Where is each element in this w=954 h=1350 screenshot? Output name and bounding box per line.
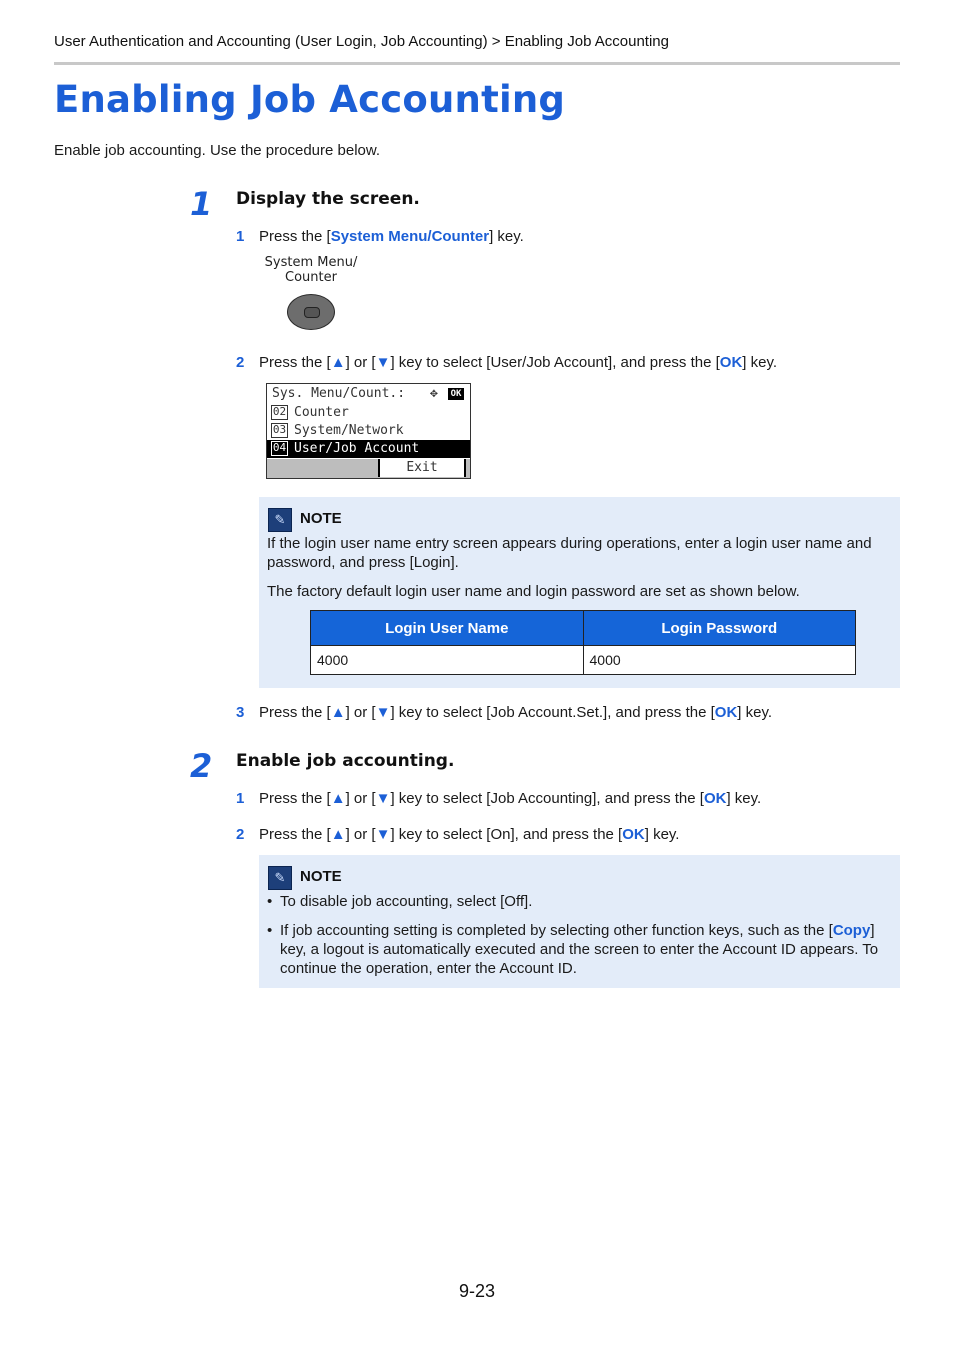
lcd-softkey-bar [267, 459, 470, 478]
note-paragraph-1: If the login user name entry screen appears during operations, enter a login user name and password, and press [Login]. [267, 535, 872, 571]
step-2-number: 2 [190, 747, 213, 785]
substep-1-3-number: 3 [236, 704, 245, 721]
header-divider [54, 62, 900, 65]
table-header-login-user-name: Login User Name [311, 611, 584, 646]
ok-key-label: OK [719, 354, 743, 371]
lcd-menu-item-system-network: 03 System/Network [272, 423, 404, 438]
system-menu-counter-key-label: System Menu/Counter [330, 228, 490, 245]
up-arrow-icon: ▲ [330, 826, 346, 843]
table-row [311, 646, 856, 675]
lcd-title: Sys. Menu/Count.: [272, 386, 406, 401]
substep-1-2-text: Press the [▲] or [▼] key to select [User/Job Account], and press the [OK] key. [259, 354, 778, 371]
note-bullet-2: If job accounting setting is completed by selecting other function keys, such as the [Copy] key, a logout is automatically executed and the screen to enter the Account ID appears. To continue the operation, enter the Account ID. [280, 922, 879, 977]
system-menu-counter-key-icon [287, 294, 335, 330]
table-cell-user-name: 4000 [311, 646, 584, 675]
navigation-cross-icon: ✥ [430, 386, 438, 401]
substep-1-2-number: 2 [236, 354, 245, 371]
ok-key-label: OK [703, 790, 727, 807]
step-2-title: Enable job accounting. [236, 751, 455, 771]
up-arrow-icon: ▲ [330, 790, 346, 807]
substep-2-2-number: 2 [236, 826, 245, 843]
note-bullet-marker: • [267, 893, 273, 910]
page-title: Enabling Job Accounting [54, 78, 566, 121]
copy-key-label: Copy [832, 922, 871, 939]
breadcrumb: User Authentication and Accounting (User Login, Job Accounting) > Enabling Job Accounting [54, 33, 669, 50]
ok-key-label: OK [714, 704, 738, 721]
system-menu-key-caption: System Menu/ Counter [264, 255, 358, 285]
lcd-menu-item-counter: 02 Counter [272, 405, 349, 420]
table-header-login-password: Login Password [583, 611, 856, 646]
substep-2-2-text: Press the [▲] or [▼] key to select [On], and press the [OK] key. [259, 826, 680, 843]
page-number: 9-23 [458, 1281, 496, 1301]
step-1-number: 1 [190, 185, 213, 223]
ok-badge-icon: OK [448, 388, 464, 400]
note-paragraph-2: The factory default login user name and login password are set as shown below. [267, 583, 800, 600]
step-1-title: Display the screen. [236, 189, 420, 209]
note-box-disable [259, 855, 900, 988]
note-box-login [259, 497, 900, 688]
lcd-menu-item-user-job-account: 04 User/Job Account [267, 440, 470, 458]
down-arrow-icon: ▼ [375, 704, 391, 721]
up-arrow-icon: ▲ [330, 704, 346, 721]
lcd-screen [266, 383, 471, 479]
table-cell-password: 4000 [583, 646, 856, 675]
down-arrow-icon: ▼ [375, 790, 391, 807]
table-header-row [311, 611, 856, 646]
note-title: NOTE [300, 510, 342, 527]
note-icon: ✎ [268, 866, 292, 890]
note-icon: ✎ [268, 508, 292, 532]
note-title: NOTE [300, 868, 342, 885]
down-arrow-icon: ▼ [375, 354, 391, 371]
note-bullet-marker: • [267, 922, 273, 939]
down-arrow-icon: ▼ [375, 826, 391, 843]
login-defaults-table [310, 610, 856, 675]
substep-2-1-number: 1 [236, 790, 245, 807]
up-arrow-icon: ▲ [330, 354, 346, 371]
substep-1-1-text: Press the [System Menu/Counter] key. [259, 228, 524, 245]
substep-2-1-text: Press the [▲] or [▼] key to select [Job Accounting], and press the [OK] key. [259, 790, 762, 807]
substep-1-1-number: 1 [236, 228, 245, 245]
note-bullet-1: To disable job accounting, select [Off]. [280, 893, 533, 910]
lcd-exit-softkey: Exit [378, 459, 466, 477]
intro-text: Enable job accounting. Use the procedure below. [54, 142, 381, 159]
lcd-title-row [267, 385, 475, 403]
ok-key-label: OK [622, 826, 645, 843]
substep-1-3-text: Press the [▲] or [▼] key to select [Job Account.Set.], and press the [OK] key. [259, 704, 773, 721]
